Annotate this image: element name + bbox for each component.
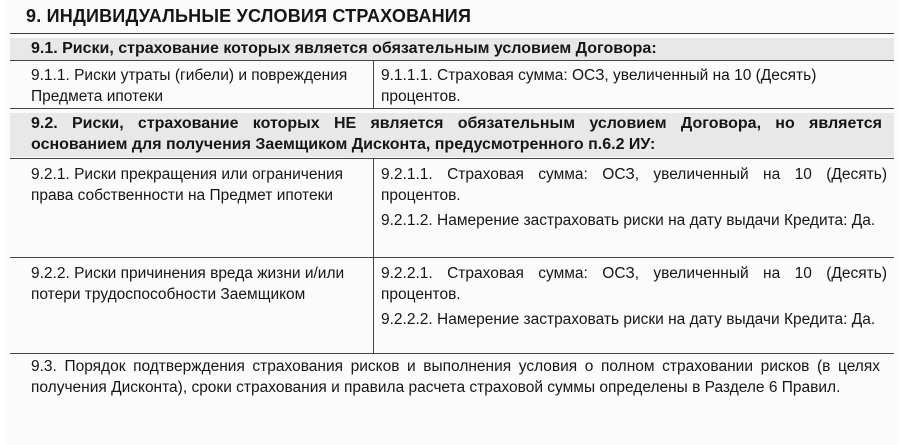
column-divider — [373, 60, 374, 108]
risk-9-2-1: 9.2.1. Риски прекращения или ограничения права собственности на Предмет ипотеки — [31, 166, 344, 204]
table-rule — [10, 353, 894, 354]
subsection-9-1-heading: 9.1. Риски, страхование которых является обязательным условием Договора: — [10, 38, 894, 60]
column-divider — [373, 158, 374, 257]
table-rule — [10, 108, 894, 109]
condition-9-2-1-1: 9.2.1.1. Страховая сумма: ОСЗ, увеличенный на 10 (Десять) процентов. — [381, 166, 887, 204]
condition-9-1-1-1: 9.1.1.1. Страховая сумма: ОСЗ, увеличенный на 10 (Десять) процентов. — [381, 67, 817, 105]
subsection-9-3-text: 9.3. Порядок подтверждения страхования рисков и выполнения условия о полном страховании рисков (в целях получения Дисконта), сроки страхования и правила расчета страховой суммы определены в Разделе 6 Правил. — [31, 358, 880, 396]
risk-9-1-1: 9.1.1. Риски утраты (гибели) и повреждения Предмета ипотеки — [31, 67, 348, 105]
table-rule — [10, 257, 894, 258]
condition-9-2-2-1: 9.2.2.1. Страховая сумма: ОСЗ, увеличенный на 10 (Десять) процентов. — [381, 265, 887, 303]
section-title: 9. ИНДИВИДУАЛЬНЫЕ УСЛОВИЯ СТРАХОВАНИЯ — [26, 6, 472, 26]
table-rule — [10, 158, 894, 159]
column-divider — [373, 257, 374, 353]
condition-9-2-1-2: 9.2.1.2. Намерение застраховать риски на дату выдачи Кредита: Да. — [381, 212, 876, 229]
risk-9-2-2: 9.2.2. Риски причинения вреда жизни и/или потери трудоспособности Заемщиком — [31, 265, 345, 303]
title-underline — [10, 33, 894, 34]
condition-9-2-2-2: 9.2.2.2. Намерение застраховать риски на дату выдачи Кредита: Да. — [381, 311, 876, 328]
condition-list-9-2-1 — [381, 164, 887, 231]
document-page — [4, 0, 900, 445]
table-rule — [10, 60, 894, 61]
subsection-9-2-heading: 9.2. Риски, страхование которых НЕ является обязательным условием Договора, но является основанием для получения Заемщиком Дисконта, предусмотренного п.6.2 ИУ: — [10, 113, 894, 157]
condition-list-9-2-2 — [381, 263, 887, 330]
